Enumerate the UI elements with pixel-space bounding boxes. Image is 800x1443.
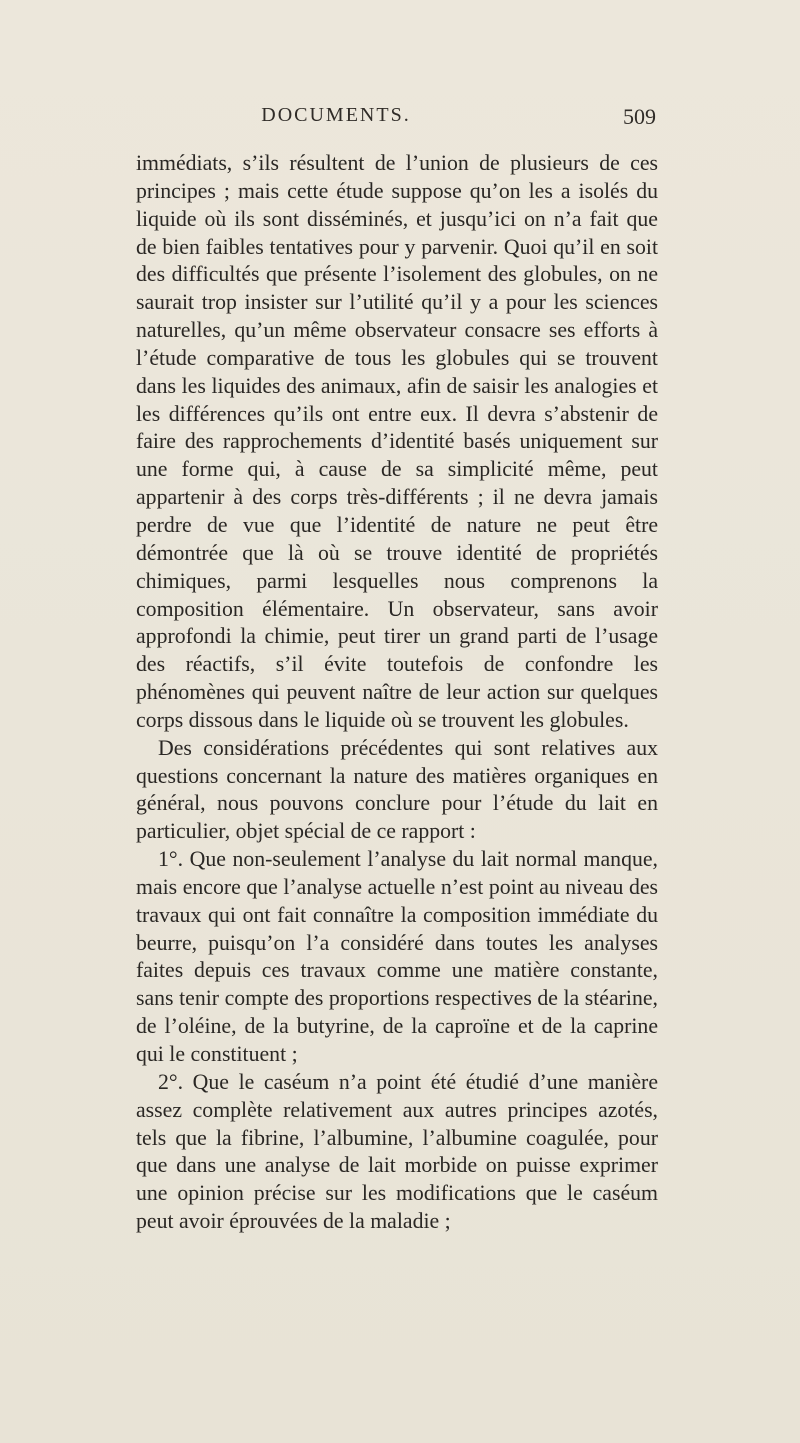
paragraph: immédiats, s’ils résultent de l’union de plusieurs de ces principes ; mais cette étude suppose qu’on les a isolés du liquide où ils sont disséminés, et jusqu’ici on n’a fait que de bien faibles tentatives pour y parvenir. Quoi qu’il en soit des difficultés que présente l’isolement des globules, on ne saurait trop insister sur l’utilité qu’il y a pour les sciences naturelles, qu’un même observateur consacre ses efforts à l’étude comparative de tous les globules qui se trouvent dans les liquides des animaux, afin de saisir les analogies et les différences qu’ils ont entre eux. Il devra s’abstenir de faire des rapprochements d’identité basés uniquement sur une forme qui, à cause de sa simplicité même, peut appartenir à des corps très-différents ; il ne devra jamais perdre de vue que l’identité de nature ne peut être démontrée que là où se trouve identité de propriétés chimiques, parmi lesquelles nous comprenons la composition élémentaire. Un observateur, sans avoir approfondi la chimie, peut tirer un grand parti de l’usage des réactifs, s’il évite toutefois de confondre les phénomènes qui peuvent naître de leur action sur quelques corps dissous dans le liquide où se trouvent les globules. (136, 151, 658, 732)
body-text (136, 150, 658, 1236)
paragraph: Des considérations précédentes qui sont relatives aux questions concernant la nature des matières organiques en général, nous pouvons conclure pour l’étude du lait en particulier, objet spécial de ce rapport : (136, 735, 658, 844)
page-number: 509 (623, 104, 656, 129)
list-item: 2°. Que le caséum n’a point été étudié d’une manière assez complète relativement aux autres principes azotés, tels que la fibrine, l’albumine, l’albumine coagulée, pour que dans une analyse de lait morbide on puisse exprimer une opinion précise sur les modifications que le caséum peut avoir éprouvées de la maladie ; (136, 1069, 658, 1234)
page-header (136, 104, 656, 144)
list-item: 1°. Que non-seulement l’analyse du lait normal manque, mais encore que l’analyse actuelle n’est point au niveau des travaux qui ont fait connaître la composition immédiate du beurre, puisqu’on l’a considéré dans toutes les analyses faites depuis ces travaux comme une matière constante, sans tenir compte des proportions respectives de la stéarine, de l’oléine, de la butyrine, de la caproïne et de la caprine qui le constituent ; (136, 847, 658, 1066)
running-head: DOCUMENTS. (261, 104, 411, 126)
